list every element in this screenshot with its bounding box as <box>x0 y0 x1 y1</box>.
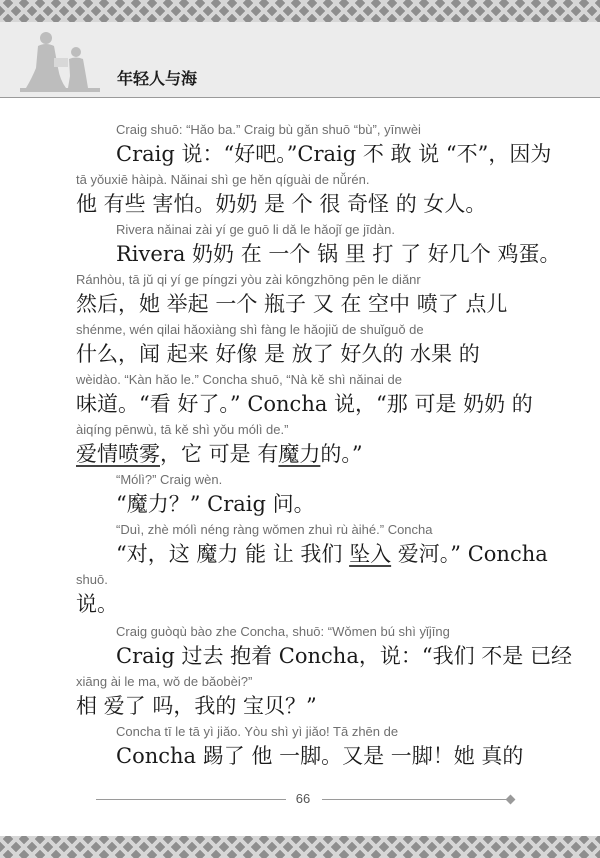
top-decorative-band <box>0 0 600 22</box>
pinyin-line: Craig guòqù bào zhe Concha, shuō: “Wǒmen bú shì yǐjīng <box>116 624 450 639</box>
pinyin-line: xiāng ài le ma, wǒ de bǎobèi?” <box>76 674 253 689</box>
hanzi-line: 然后，她 举起 一个 瓶子 又 在 空中 喷了 点儿 <box>76 292 508 316</box>
pinyin-line: “Duì, zhè mólì néng ràng wǒmen zhuì rù àihé.” Concha <box>116 522 433 537</box>
text-line <box>0 472 600 522</box>
hanzi-segment: 爱河。” Concha <box>391 542 548 566</box>
hanzi-line: 味道。“看 好了。” Concha 说，“那 可是 奶奶 的 <box>76 392 533 416</box>
hanzi-line: Craig 过去 抱着 Concha，说：“我们 不是 已经 <box>116 644 572 668</box>
footer-rule-right <box>322 799 508 800</box>
text-line <box>0 572 600 622</box>
bottom-decorative-band <box>0 836 600 858</box>
chapter-title: 年轻人与海 <box>117 69 198 88</box>
text-line <box>0 372 600 422</box>
pinyin-line: wèidào. “Kàn hǎo le.” Concha shuō, “Nà kě shì nǎinai de <box>76 372 402 387</box>
footer-diamond-icon <box>506 795 516 805</box>
hanzi-line: “魔力？” Craig 问。 <box>116 492 315 516</box>
pinyin-line: shuō. <box>76 572 108 587</box>
text-line <box>0 724 600 774</box>
text-line <box>0 522 600 572</box>
pinyin-line: tā yǒuxiē hàipà. Nǎinai shì ge hěn qíguài de nǚrén. <box>76 172 370 187</box>
text-line <box>0 422 600 472</box>
hanzi-line: 相 爱了 吗，我的 宝贝？” <box>76 694 317 718</box>
text-line <box>0 172 600 222</box>
header-divider <box>0 97 600 98</box>
pinyin-line: “Mólì?” Craig wèn. <box>116 472 223 487</box>
text-line <box>0 272 600 322</box>
hanzi-segment: 的。” <box>320 442 363 466</box>
text-line <box>0 674 600 724</box>
hanzi-line: 他 有些 害怕。奶奶 是 个 很 奇怪 的 女人。 <box>76 192 487 216</box>
underlined-term: 坠入 <box>349 542 392 566</box>
reading-figures-icon <box>14 28 104 96</box>
text-line <box>0 624 600 674</box>
hanzi-segment: “对，这 魔力 能 让 我们 <box>116 542 350 566</box>
pinyin-line: Concha tī le tā yì jiǎo. Yòu shì yì jiǎo! Tā zhēn de <box>116 724 399 739</box>
pinyin-line: Ránhòu, tā jǔ qi yí ge píngzi yòu zài kōngzhōng pēn le diǎnr <box>76 272 421 287</box>
text-line <box>0 322 600 372</box>
pinyin-line: shénme, wén qilai hǎoxiàng shì fàng le hǎojiǔ de shuǐguǒ de <box>76 322 424 337</box>
pinyin-line: àiqíng pēnwù, tā kě shì yǒu mólì de.” <box>76 422 289 437</box>
hanzi-line: 什么，闻 起来 好像 是 放了 好久的 水果 的 <box>76 342 480 366</box>
hanzi-line: Craig 说：“好吧。”Craig 不 敢 说 “不”，因为 <box>116 142 552 166</box>
hanzi-line <box>76 438 363 468</box>
underlined-term: 魔力 <box>278 442 321 466</box>
hanzi-line: 说。 <box>76 592 118 616</box>
page-number: 66 <box>295 791 311 806</box>
pinyin-line: Craig shuō: “Hǎo ba.” Craig bù gǎn shuō “bù”, yīnwèi <box>116 122 421 137</box>
hanzi-line: Concha 踢了 他 一脚。又是 一脚！她 真的 <box>116 744 524 768</box>
underlined-term: 爱情喷雾 <box>76 442 160 466</box>
hanzi-line: Rivera 奶奶 在 一个 锅 里 打 了 好几个 鸡蛋。 <box>116 242 561 266</box>
footer-rule-left <box>96 799 286 800</box>
hanzi-segment: ，它 可是 有 <box>160 442 279 466</box>
text-line <box>0 222 600 272</box>
text-line <box>0 122 600 172</box>
pinyin-line: Rivera nǎinai zài yí ge guō li dǎ le hǎojǐ ge jīdàn. <box>116 222 395 237</box>
hanzi-line <box>116 538 548 568</box>
